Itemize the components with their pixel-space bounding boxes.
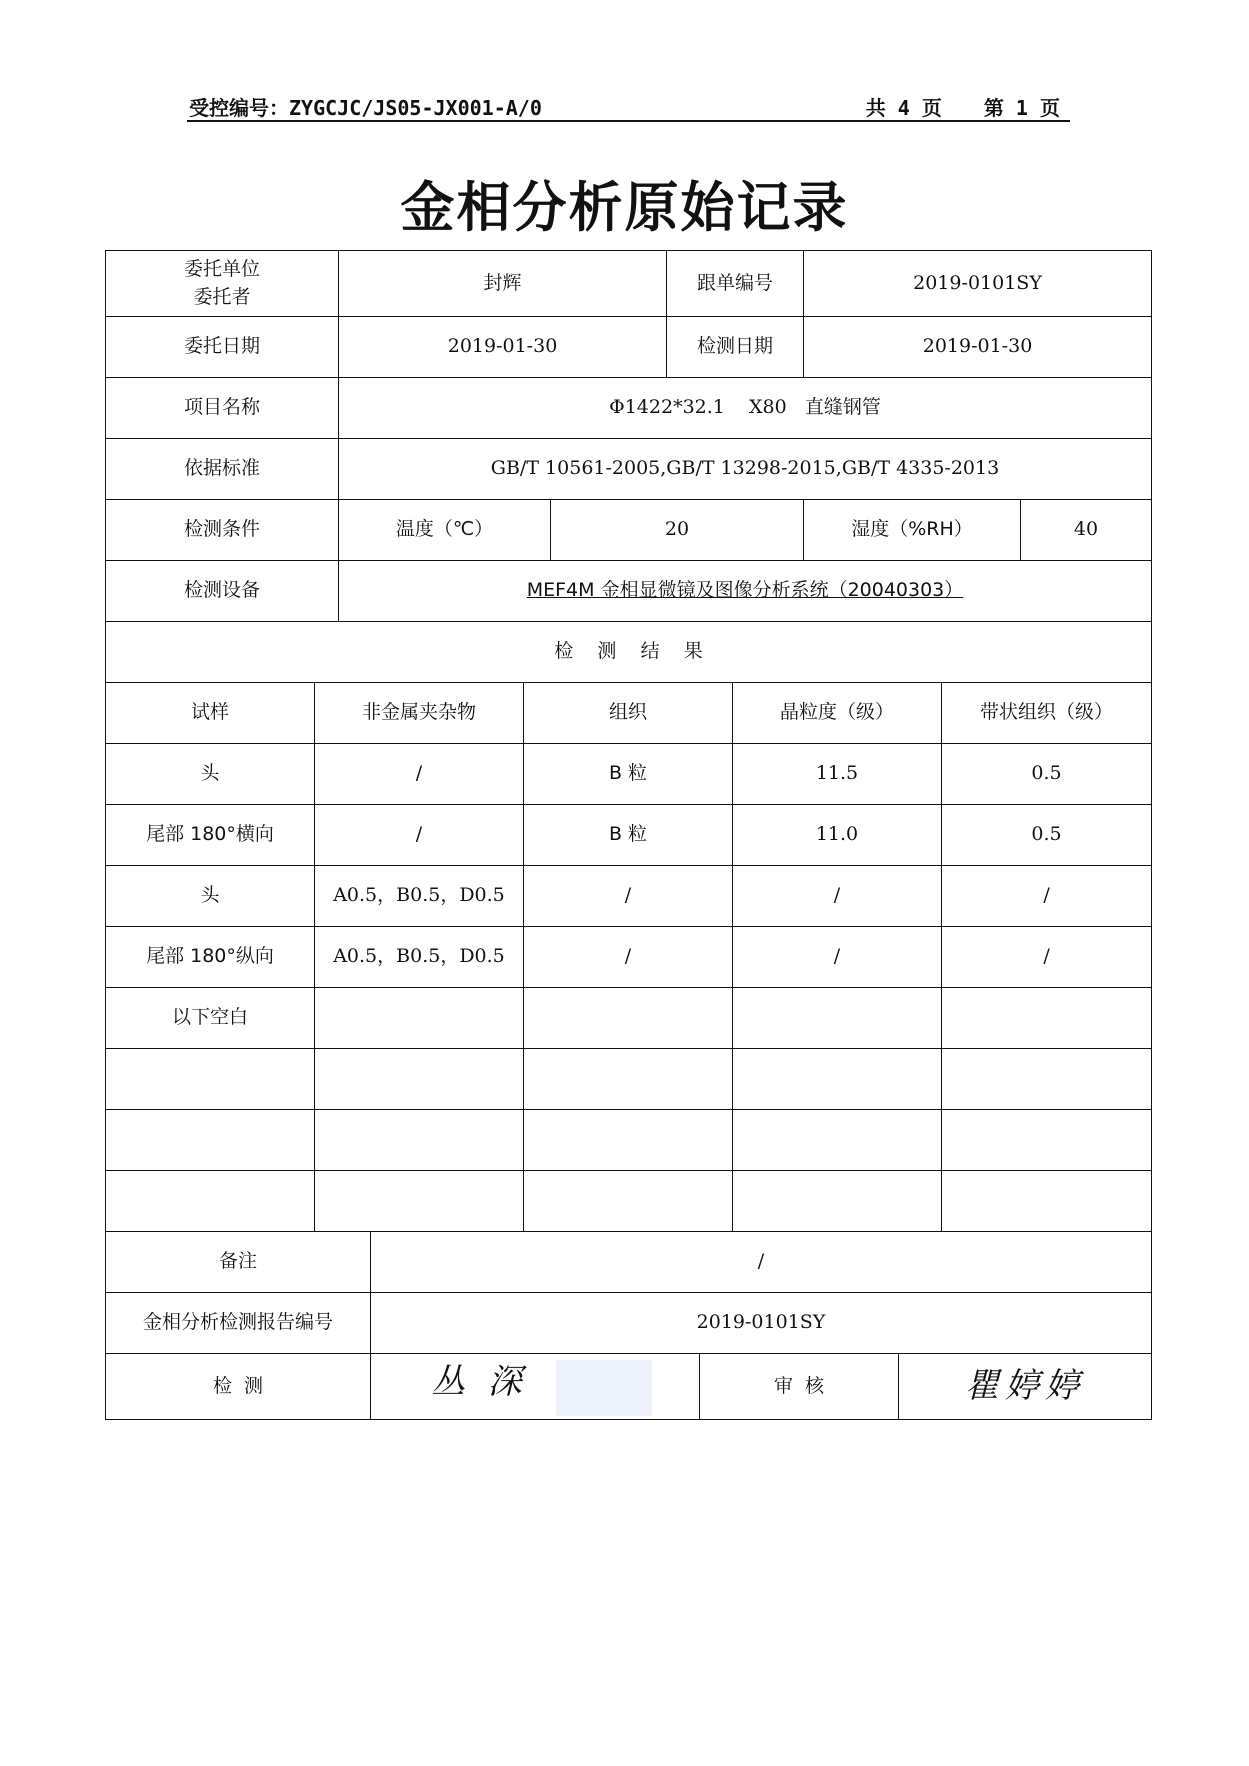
page-number: 第 1 页	[983, 96, 1060, 120]
humidity-value: 40	[1021, 500, 1152, 561]
test-date-value: 2019-01-30	[804, 317, 1152, 378]
table-cell: /	[524, 927, 733, 988]
table-cell: /	[524, 866, 733, 927]
footer-table	[105, 1231, 1152, 1420]
table-cell	[733, 988, 942, 1049]
table-cell	[106, 1049, 315, 1110]
date-row	[106, 317, 1152, 378]
table-cell: 0.5	[942, 744, 1152, 805]
column-header-grain-size: 晶粒度（级）	[733, 683, 942, 744]
equipment-value: MEF4M 金相显微镜及图像分析系统（20040303）	[526, 579, 964, 602]
table-cell	[733, 1110, 942, 1171]
column-header-sample: 试样	[106, 683, 315, 744]
column-header-structure: 组织	[524, 683, 733, 744]
tester-label: 检 测	[106, 1354, 371, 1420]
reviewer-signature: 瞿婷婷	[965, 1365, 1085, 1406]
table-row	[106, 927, 1152, 988]
client-label-line1: 委托单位	[183, 257, 260, 280]
table-cell	[315, 988, 524, 1049]
document-title: 金相分析原始记录	[400, 176, 849, 239]
page-indicator	[836, 92, 1060, 121]
remark-row	[106, 1232, 1152, 1293]
table-cell: 尾部 180°纵向	[106, 927, 315, 988]
results-table	[105, 621, 1152, 1232]
remark-value: /	[371, 1232, 1152, 1293]
table-cell: A0.5，B0.5，D0.5	[315, 927, 524, 988]
table-row	[106, 744, 1152, 805]
total-pages: 共 4 页	[865, 96, 942, 120]
table-cell: 尾部 180°横向	[106, 805, 315, 866]
standard-row	[106, 439, 1152, 500]
temperature-label: 温度（℃）	[339, 500, 551, 561]
table-cell: 11.0	[733, 805, 942, 866]
table-cell: 0.5	[942, 805, 1152, 866]
column-header-inclusions: 非金属夹杂物	[315, 683, 524, 744]
table-cell	[942, 1171, 1152, 1232]
results-section-title-row	[106, 622, 1152, 683]
table-row	[106, 1110, 1152, 1171]
table-cell	[106, 1171, 315, 1232]
order-no-label: 跟单编号	[667, 251, 804, 317]
equipment-row	[106, 561, 1152, 622]
table-cell	[315, 1049, 524, 1110]
table-cell	[524, 1049, 733, 1110]
reviewer-signature-cell	[899, 1354, 1152, 1420]
table-cell	[942, 1110, 1152, 1171]
info-table	[105, 250, 1152, 622]
report-no-value: 2019-0101SY	[371, 1293, 1152, 1354]
table-cell: A0.5，B0.5，D0.5	[315, 866, 524, 927]
document-header	[187, 86, 1070, 122]
client-label-line2: 委托者	[193, 285, 251, 308]
condition-row	[106, 500, 1152, 561]
remark-label: 备注	[106, 1232, 371, 1293]
reviewer-label: 审 核	[700, 1354, 899, 1420]
entrust-date-value: 2019-01-30	[339, 317, 667, 378]
table-cell: 11.5	[733, 744, 942, 805]
table-cell	[315, 1110, 524, 1171]
table-cell: /	[733, 866, 942, 927]
report-no-label: 金相分析检测报告编号	[106, 1293, 371, 1354]
redacted-area	[556, 1360, 652, 1416]
table-cell: B 粒	[524, 744, 733, 805]
table-cell: /	[315, 744, 524, 805]
project-label: 项目名称	[106, 378, 339, 439]
table-cell	[106, 1110, 315, 1171]
condition-label: 检测条件	[106, 500, 339, 561]
table-cell	[942, 988, 1152, 1049]
table-cell	[942, 1049, 1152, 1110]
table-cell: /	[733, 927, 942, 988]
table-cell: B 粒	[524, 805, 733, 866]
control-number: 受控编号：ZYGCJC/JS05-JX001-A/0	[189, 96, 542, 120]
signature-row	[106, 1354, 1152, 1420]
table-cell	[524, 988, 733, 1049]
table-cell	[315, 1171, 524, 1232]
table-row	[106, 988, 1152, 1049]
table-row	[106, 1171, 1152, 1232]
temperature-value: 20	[551, 500, 804, 561]
results-header-row	[106, 683, 1152, 744]
table-row	[106, 1049, 1152, 1110]
project-value: Φ1422*32.1 X80 直缝钢管	[339, 378, 1152, 439]
table-cell: /	[315, 805, 524, 866]
table-cell: 头	[106, 866, 315, 927]
table-cell	[733, 1171, 942, 1232]
report-no-row	[106, 1293, 1152, 1354]
tester-signature-cell	[371, 1354, 700, 1420]
project-row	[106, 378, 1152, 439]
table-cell	[524, 1110, 733, 1171]
client-label	[106, 251, 339, 317]
table-cell: 以下空白	[106, 988, 315, 1049]
client-row	[106, 251, 1152, 317]
tester-signature: 丛 深	[431, 1361, 528, 1402]
order-no-value: 2019-0101SY	[804, 251, 1152, 317]
results-section-title: 检 测 结 果	[106, 622, 1152, 683]
humidity-label: 湿度（%RH）	[804, 500, 1021, 561]
table-cell: /	[942, 866, 1152, 927]
table-row	[106, 805, 1152, 866]
entrust-date-label: 委托日期	[106, 317, 339, 378]
test-date-label: 检测日期	[667, 317, 804, 378]
column-header-banded-structure: 带状组织（级）	[942, 683, 1152, 744]
table-cell: /	[942, 927, 1152, 988]
standard-value: GB/T 10561-2005,GB/T 13298-2015,GB/T 4335-2013	[339, 439, 1152, 500]
table-cell: 头	[106, 744, 315, 805]
equipment-cell	[339, 561, 1152, 622]
table-cell	[524, 1171, 733, 1232]
table-row	[106, 866, 1152, 927]
table-cell	[733, 1049, 942, 1110]
equipment-label: 检测设备	[106, 561, 339, 622]
client-value: 封辉	[339, 251, 667, 317]
standard-label: 依据标准	[106, 439, 339, 500]
